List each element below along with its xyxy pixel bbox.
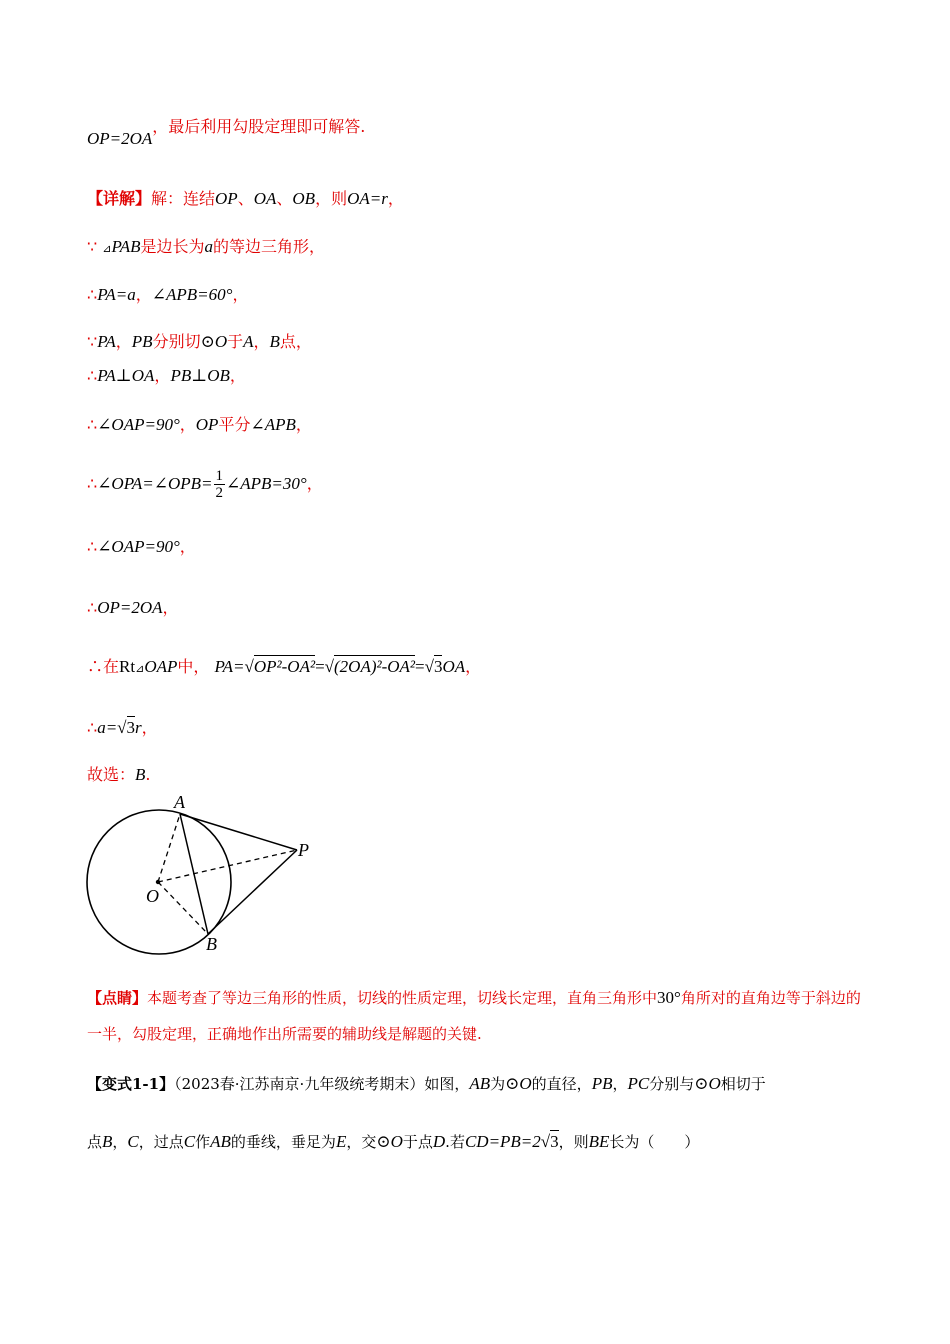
sqrt-sign: √ (244, 657, 254, 676)
tangent-pa (180, 814, 297, 850)
sqrt-sign: √ (540, 1132, 551, 1151)
sqrt-sign: √ (324, 657, 334, 676)
tangent-pb (208, 850, 297, 934)
line-6: ∴∠OAP=90°，OP平分∠APB， (87, 415, 312, 434)
label-p: P (298, 840, 309, 860)
line-3: ∴PA=a，∠APB=60°， (87, 285, 249, 304)
comment-paragraph: 【点睛】本题考查了等边三角形的性质，切线的性质定理，切线长定理，直角三角形中30°角所对的直角边等于斜边的一半，勾股定理，正确地作出所需要的辅助线是解题的关键. (87, 988, 861, 1043)
line-12: 故选：B. (87, 765, 151, 784)
problem-tag: 【变式1-1】 (87, 1075, 175, 1093)
detail-tag: 【详解】 (87, 189, 152, 208)
geometry-figure (84, 790, 324, 960)
problem-paragraph: 【变式1-1】（2023春·江苏南京·九年级统考期末）如图，AB为⊙O的直径，PB，PC分别与⊙O相切于 点B，C，过点C作AB的垂线，垂足为E，交⊙O于点D.若CD=PB=2√3，则BE长为（ ） (87, 1074, 766, 1151)
line-8: ∴∠OAP=90°， (87, 537, 196, 556)
line-9: ∴OP=2OA， (87, 598, 179, 617)
segment-op (158, 850, 297, 882)
line-4: ∵PA，PB分别切⊙O于A，B点， (87, 332, 312, 351)
comment-tag: 【点睛】 (87, 989, 148, 1007)
center-point (156, 880, 160, 884)
line-5: ∴PA⊥OA，PB⊥OB， (87, 366, 246, 385)
line-1: 【详解】解：连结OP、OA、OB，则OA=r， (87, 189, 404, 208)
line-0: OP=2OA，最后利用勾股定理即可解答. (87, 117, 366, 148)
line-2: ∵ ⊿PAB是边长为a的等边三角形， (87, 237, 325, 256)
line-11: ∴a=√3r， (87, 718, 158, 737)
label-b: B (206, 934, 217, 954)
segment-ob (158, 882, 208, 934)
sqrt-sign: √ (424, 657, 434, 676)
segment-oa (158, 814, 180, 882)
sqrt-sign: √ (117, 718, 127, 737)
label-o: O (146, 886, 159, 906)
line-10: ∴在Rt⊿OAP中， PA=√OP²-OA²=√(2OA)²-OA²=√3OA， (87, 657, 482, 676)
fraction-one-half: $\frac{1}{2}$ (215, 468, 224, 501)
label-a: A (174, 792, 185, 812)
line-7: ∴∠OPA=∠OPB= $\frac{1}{2}$ ∠APB=30°， (87, 468, 323, 501)
